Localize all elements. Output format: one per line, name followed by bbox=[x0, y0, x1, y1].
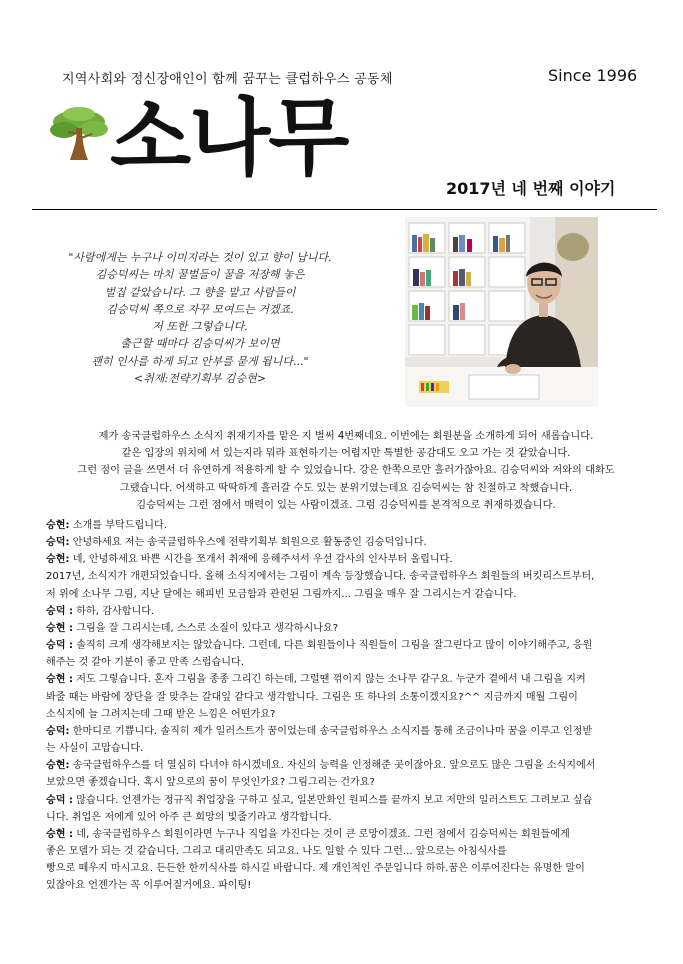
speaker-label: 승덕 : bbox=[46, 794, 74, 806]
quote-line: 괜히 인사를 하게 되고 안부를 묻게 됩니다..." bbox=[91, 354, 309, 368]
interview-text: 저도 그렇습니다. 혼자 그림을 종종 그리긴 하는데, 그럴땐 꺾이지 않는 소나무 같구요. 누군가 곁에서 내 그림을 지켜 bbox=[76, 674, 586, 686]
interview-line bbox=[46, 792, 656, 809]
header-divider bbox=[32, 209, 657, 210]
speaker-label: 승덕 : bbox=[46, 640, 74, 652]
interview-photo bbox=[405, 217, 598, 407]
interview-text: 저 위에 소나무 그림, 지난 달에는 해피빈 모금함과 관련된 그림까지... 그림을 매우 잘 그리시는거 같습니다. bbox=[46, 588, 517, 600]
interview-text: 봐줄 때는 바람에 장단을 잘 맞추는 갈대잎 같다고 생각합니다. 그림은 또 하나의 소통이겠지요?^^ 지금까지 매월 그림이 bbox=[46, 691, 578, 703]
speaker-label: 승현: bbox=[46, 520, 70, 531]
interview-text: 그림을 잘 그리시는데, 스스로 소질이 있다고 생각하시나요? bbox=[76, 622, 339, 634]
interview-text: 는 사실이 고맙습니다. bbox=[46, 743, 144, 755]
interview-text: 있잖아요 언젠가는 꼭 이루어질거에요. 파이팅! bbox=[46, 880, 252, 892]
intro-line: 같은 입장의 위치에 서 있는지라 뭐라 표현하기는 어렵지만 특별한 공감대도 오고 가는 것 같았습니다. bbox=[121, 448, 571, 460]
interview-text: 안녕하세요 저는 송국클럽하우스에 전략기획부 회원으로 활동중인 김승덕입니다. bbox=[72, 537, 427, 549]
interview-line bbox=[46, 826, 656, 843]
interview-line bbox=[46, 517, 656, 534]
interview-text: 네, 안녕하세요 바쁜 시간을 쪼개서 취재에 응해주셔서 우선 감사의 인사부터 올립니다. bbox=[72, 554, 453, 566]
intro-line: 그런 점이 글을 쓰면서 더 유연하게 적용하게 할 수 있었습니다. 강은 한쪽으로만 흘러가잖아요. 김승덕씨와 저와의 대화도 bbox=[77, 465, 615, 477]
interview-text: 한마디로 기쁩니다. 솔직히 제가 일러스트가 꿈이었는데 송국클럽하우스 소식지를 통해 조금이나마 꿈을 이루고 인정받 bbox=[72, 725, 593, 737]
intro-line: 제가 송국클럽하우스 소식지 취재기자를 맡은 지 벌써 4번째네요. 이번에는 회원분을 소개하게 되어 새롭습니다. bbox=[98, 431, 594, 442]
interview-text: 송국클럽하우스를 더 열심히 다녀야 하시겠네요. 자신의 능력을 인정해준 곳이잖아요. 앞으로도 많은 그림을 소식지에서 bbox=[72, 760, 596, 772]
speaker-label: 승덕: bbox=[46, 725, 70, 737]
interview-text: 2017년, 소식지가 개편되었습니다. 올해 소식지에서는 그림이 계속 등장했습니다. 송국클럽하우스 회원들의 버킷리스트부터, bbox=[46, 571, 595, 583]
speaker-label: 승현: bbox=[46, 760, 70, 772]
quote-line: 벌집 같았습니다. 그 향을 맡고 사람들이 bbox=[104, 285, 296, 299]
quote-line: 저 또한 그렇습니다. bbox=[152, 320, 248, 334]
since-year: Since 1996 bbox=[548, 66, 638, 85]
interview-line bbox=[46, 723, 656, 740]
issue-title: 2017년 네 번째 이야기 bbox=[446, 179, 616, 198]
tagline: 지역사회와 정신장애인이 함께 꿈꾸는 클럽하우스 공동체 bbox=[62, 72, 393, 87]
newsletter-logo: 소나무 bbox=[110, 89, 348, 187]
interview-text: 소개를 부탁드립니다. bbox=[72, 520, 167, 531]
interview-line bbox=[46, 809, 656, 826]
interview-text: 좋은 모델가 되는 것 같습니다. 그리고 대리만족도 되고요. 나도 일할 수 있다 그런... 앞으로는 아침식사를 bbox=[46, 845, 507, 857]
speaker-label: 승현: bbox=[46, 554, 70, 566]
speaker-label: 승현 : bbox=[46, 674, 74, 686]
interview-line bbox=[46, 757, 656, 774]
interview-line bbox=[46, 671, 656, 688]
interview-text: 솔직히 크게 생각해보지는 않았습니다. 그런데, 다른 회원들이나 직원들이 그림을 잘그린다고 많이 이야기해주고, 응원 bbox=[76, 640, 593, 652]
quote-byline: <취재:전략기획부 김승현> bbox=[134, 372, 266, 386]
interview-line bbox=[46, 654, 656, 671]
interview-text: 많습니다. 언젠가는 정규직 취업장을 구하고 싶고, 일본만화인 원피스를 끝까지 보고 저만의 일러스트도 그려보고 싶습 bbox=[76, 794, 593, 806]
interview-line bbox=[46, 706, 656, 723]
speaker-label: 승현 : bbox=[46, 622, 74, 634]
quote-line: 출근할 때마다 김승덕씨가 보이면 bbox=[120, 337, 280, 351]
intro-line: 그랬습니다. 어색하고 딱딱하게 흘러갈 수도 있는 분위기였는데요 김승덕씨는 참 친절하고 착했습니다. bbox=[119, 482, 573, 494]
quote-line: 김승덕씨 쪽으로 자꾸 모여드는 거겠죠. bbox=[106, 302, 294, 316]
interview-text: 빵으로 떼우지 마시고요. 든든한 한끼식사를 하시길 바랍니다. 제 개인적인 주문입니다 하하.꿈은 이루어진다는 유명한 말이 bbox=[46, 863, 585, 875]
quote-line: 김승덕씨는 마치 꿀벌들이 꿀을 저장해 놓은 bbox=[95, 268, 305, 282]
interview-line bbox=[46, 534, 656, 551]
interview-line bbox=[46, 620, 656, 637]
pine-tree-icon bbox=[48, 104, 110, 166]
pull-quote bbox=[50, 249, 350, 387]
speaker-label: 승덕 : bbox=[46, 605, 74, 617]
interview-line bbox=[46, 877, 656, 894]
interview-text: 해주는 것 같아 기분이 좋고 만족 스럽습니다. bbox=[46, 657, 244, 669]
interview-line bbox=[46, 637, 656, 654]
interview-line bbox=[46, 568, 656, 585]
interview-line bbox=[46, 689, 656, 706]
interview-line bbox=[46, 551, 656, 568]
interview-text: 네, 송국클럽하우스 회원이라면 누구나 직업을 가진다는 것이 큰 로망이겠죠. 그런 점에서 김승덕씨는 회원들에게 bbox=[76, 828, 570, 840]
interview-line bbox=[46, 740, 656, 757]
speaker-label: 승덕: bbox=[46, 537, 70, 549]
interview-body bbox=[46, 517, 656, 894]
intro-line: 김승덕씨는 그런 점에서 매력이 있는 사람이겠죠. 그럼 김승덕씨를 본격적으로 취재하겠습니다. bbox=[136, 499, 556, 511]
interview-line bbox=[46, 774, 656, 791]
interview-text: 소식지에 늘 그려지는데 그때 받은 느낌은 어떤가요? bbox=[46, 708, 276, 720]
speaker-label: 승현 : bbox=[46, 828, 74, 840]
quote-line: "사람에게는 누구나 이미지라는 것이 있고 향이 납니다. bbox=[68, 251, 332, 264]
intro-paragraph bbox=[40, 428, 652, 514]
interview-line bbox=[46, 843, 656, 860]
interview-line bbox=[46, 860, 656, 877]
interview-line bbox=[46, 603, 656, 620]
interview-text: 하하, 감사합니다. bbox=[76, 605, 155, 617]
interview-text: 니다. 취업은 저에게 있어 아주 큰 희망의 빛줄기라고 생각합니다. bbox=[46, 811, 332, 823]
interview-line bbox=[46, 586, 656, 603]
interview-text: 보았으면 좋겠습니다. 혹시 앞으로의 꿈이 무엇인가요? 그림그리는 건가요? bbox=[46, 777, 375, 789]
